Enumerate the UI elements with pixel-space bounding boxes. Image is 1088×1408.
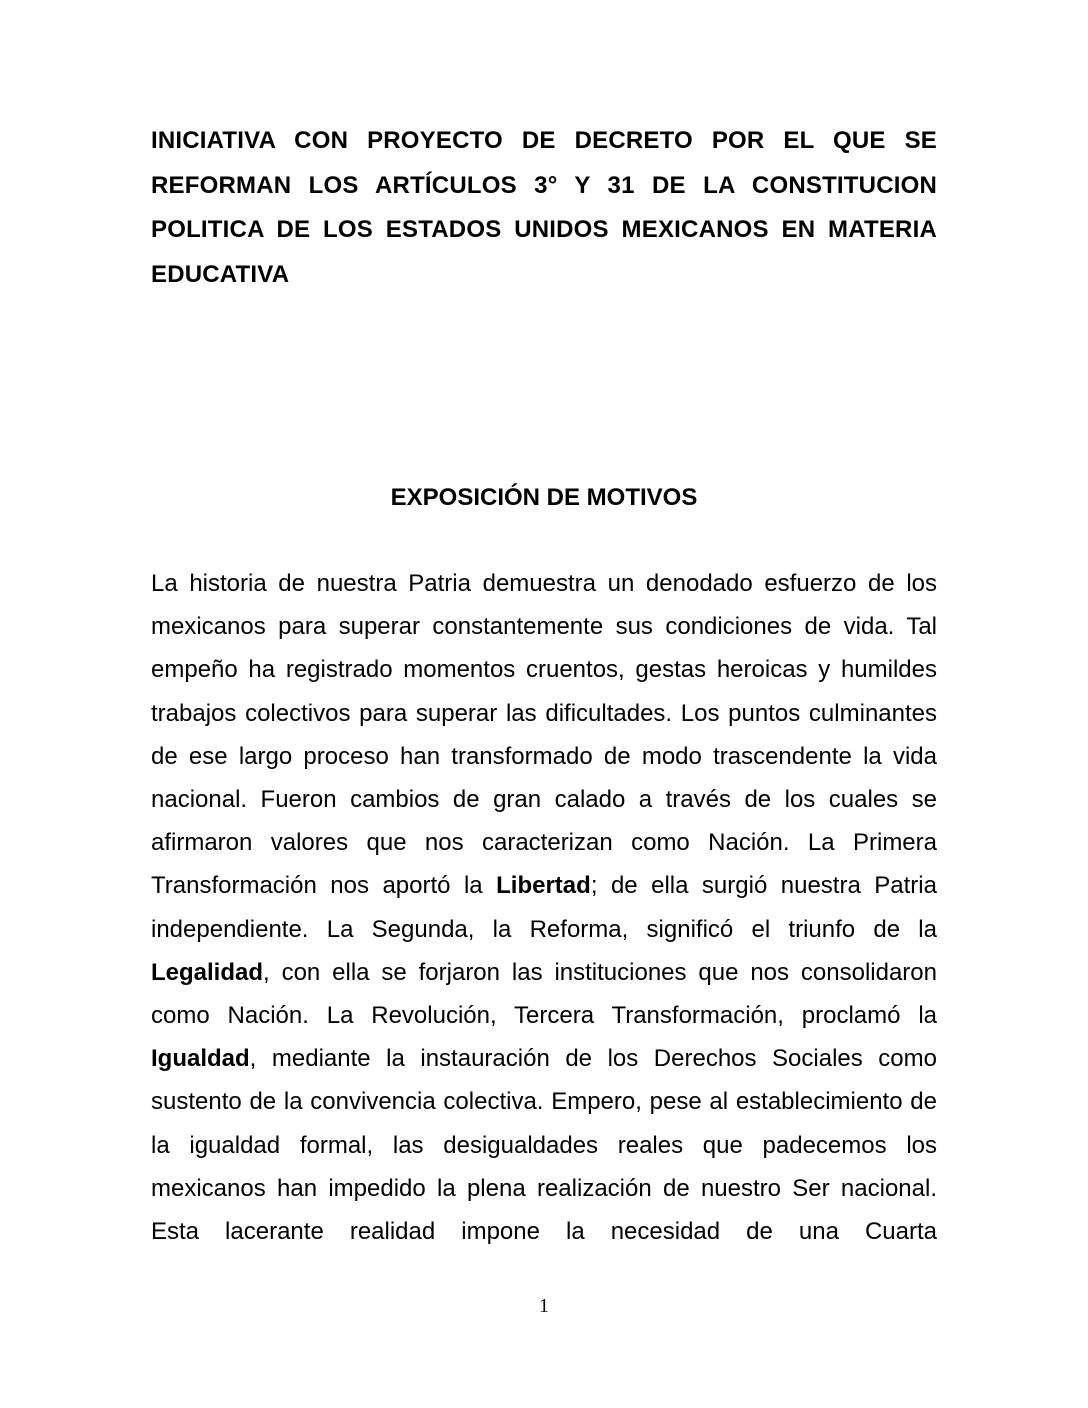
bold-term-igualdad: Igualdad xyxy=(151,1045,250,1073)
page-number: 1 xyxy=(539,1295,549,1317)
body-paragraph xyxy=(151,562,937,1253)
paragraph-text: ; de ella surgió nuestra Patria independiente. La Segunda, la Reforma, significó el triunfo de la xyxy=(151,872,937,943)
document-title: INICIATIVA CON PROYECTO DE DECRETO POR EL QUE SE REFORMAN LOS ARTÍCULOS 3° Y 31 DE LA CONSTITUCION POLITICA DE LOS ESTADOS UNIDOS MEXICANOS EN MATERIA EDUCATIVA xyxy=(151,127,937,288)
bold-term-legalidad: Legalidad xyxy=(151,958,264,986)
paragraph-text: La historia de nuestra Patria demuestra un denodado esfuerzo de los mexicanos para superar constantemente sus condiciones de vida. Tal empeño ha registrado momentos cruentos, gestas heroicas y humildes trabajos colectivos para superar las dificultades. Los puntos culminantes de ese largo proceso han transformado de modo trascendente la vida nacional. Fueron cambios de gran calado a través de los cuales se afirmaron valores que nos caracterizan como Nación. La Primera Transformación nos aportó la xyxy=(151,570,937,900)
paragraph-text: , con ella se forjaron las instituciones que nos consolidaron como Nación. La Revolución, Tercera Transformación, proclamó la xyxy=(151,958,937,1030)
paragraph-text: , mediante la instauración de los Derechos Sociales como sustento de la convivencia colectiva. Empero, pese al establecimiento de la igualdad formal, las desigualdades reales que padecemos los mexicanos han impedido la plena realización de nuestro Ser nacional. Esta lacerante realidad impone la necesidad de una Cuarta xyxy=(151,1045,937,1246)
section-heading: EXPOSICIÓN DE MOTIVOS xyxy=(390,484,698,511)
bold-term-libertad: Libertad xyxy=(496,872,591,900)
